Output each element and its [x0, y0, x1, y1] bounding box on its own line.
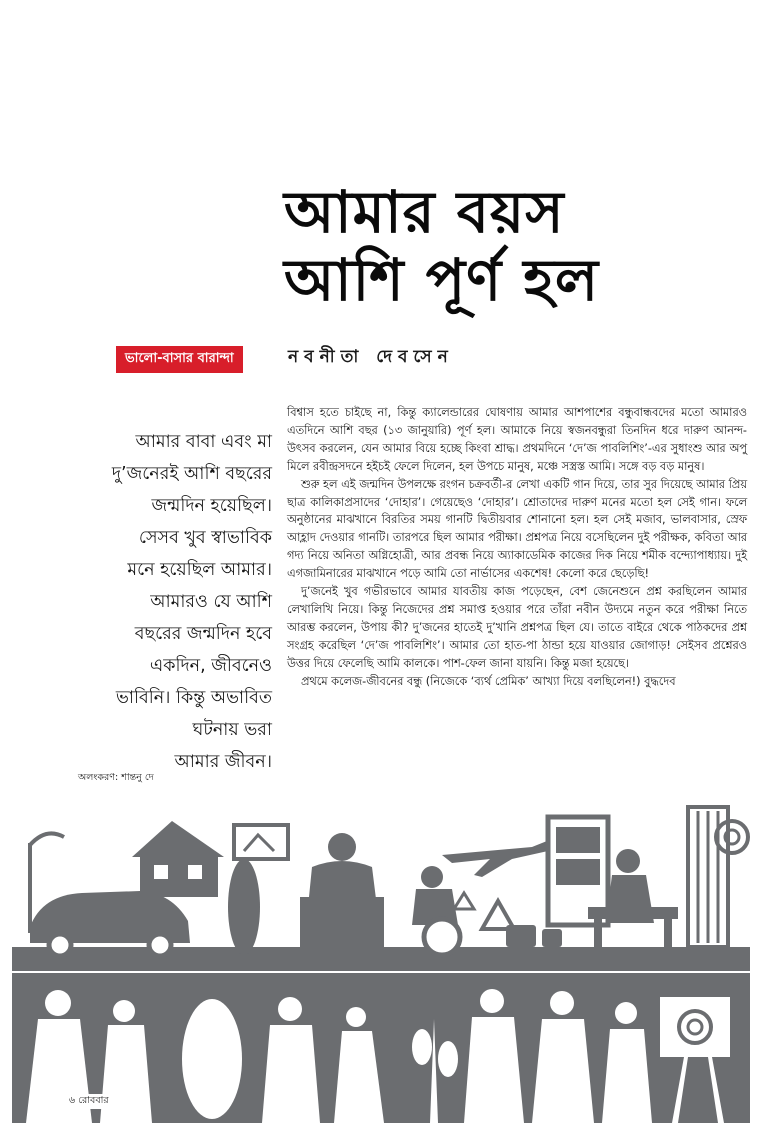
pull-quote-line: মনে হয়েছিল আমার।: [127, 560, 272, 580]
illustration-credit: অলংকরণ: শান্তনু দে: [78, 772, 154, 783]
title-line-2: আশি পূর্ণ হল: [284, 246, 600, 314]
pull-quote-line: একদিন, জীবনেও: [149, 656, 272, 676]
pull-quote-line: ভাবিনি। কিন্তু অভাবিত: [115, 688, 272, 708]
author-byline: নবনীতা দেবসেন: [288, 347, 454, 367]
body-paragraph: প্রথমে কলেজ-জীবনের বন্ধু (নিজেকে ‘ব্যর্থ প্রেমিক’ আখ্যা দিয়ে বলছিলেন!) বুদ্ধদেব: [301, 674, 676, 688]
pull-quote-line: দু’জনেরই আশি বছরের: [111, 464, 272, 484]
title-line-1: আমার বয়স: [284, 178, 565, 246]
body-paragraph: দু’জনেই খুব গভীরভাবে আমার যাবতীয় কাজ পড়েছেন, বেশ জেনেশুনে প্রশ্ন করছিলেন আমার লেখালিখি নিয়ে। কিন্তু নিজেদের প্রশ্ন সমাপ্ত হওয়ার পরে তাঁরা নবীন উদ্যমে নতুন করে পরীক্ষা নিতে আরম্ভ করলেন, উপায় কী? দু’জনের হাতেই দু’খানি প্রশ্নপত্র ছিল যে। তাতে বাইরে থেকে পাঠকদের প্রশ্ন সংগ্রহ করেছিল ‘দে’জ পাবলিশিং’। আমার তো হাত-পা ঠান্ডা হয়ে যাওয়ার জোগাড়! সেইসব প্রশ্নেরও উত্তর দিয়ে ফেলেছি আমি কালকে। পাশ-ফেল জানা যায়নি। কিন্তু মজা হয়েছে।: [287, 585, 747, 670]
pull-quote-line: বছরের জন্মদিন হবে: [134, 624, 272, 644]
article-title: [284, 178, 744, 314]
body-paragraph: বিশ্বাস হতে চাইছে না, কিন্তু ক্যালেন্ডারের ঘোষণায় আমার আশপাশের বন্ধুবান্ধবদের মতো আমারও এতদিনে আশি বছর (১৩ জানুয়ারি) পূর্ণ হল। আমাকে নিয়ে স্বজনবন্ধুরা তিনদিন ধরে দারুণ আনন্দ-উৎসব করলেন, যেন আমার বিয়ে হচ্ছে কিংবা শ্রাদ্ধ। প্রথমদিনে ‘দে’জ পাবলিশিং’-এর সুধাংশু আর অপু মিলে রবীন্দ্রসদনে হইচই ফেলে দিলেন, হল উপচে মানুষ, মঞ্চে সস্ত্রস্ত আমি। সঙ্গে বড় বড় মানুষ।: [287, 406, 747, 473]
page-number: ৬ রোববার: [66, 1094, 112, 1109]
folk-art-illustration: [12, 797, 750, 1123]
pull-quote-line: আমারও যে আশি: [150, 592, 272, 612]
article-body: [287, 404, 747, 691]
column-tag-badge: ভালো-বাসার বারান্দা: [116, 346, 243, 373]
pull-quote: [104, 426, 272, 778]
illustration-drawing: [12, 797, 750, 1123]
pull-quote-line: আমার বাবা এবং মা: [135, 432, 272, 452]
body-paragraph: শুরু হল এই জন্মদিন উপলক্ষে রংগন চক্রবর্তী-র লেখা একটি গান দিয়ে, তার সুর দিয়েছে আমার প্রিয় ছাত্র কালিকাপ্রসাদের ‘দোহার’। গেয়েছেও ‘দোহার’। শ্রোতাদের দারুণ মনের মতো হল সেই গান। ফলে অনুষ্ঠানের মাঝখানে বিরতির সময় গানটি দ্বিতীয়বার শোনানো হল। হল সেই মজাব, ভালবাসার, স্রেফ আহ্লাদ দেওয়ার গানটি। তারপরে ছিল আমার পরীক্ষা। প্রশ্নপত্র নিয়ে বসেছিলেন দুই পরীক্ষক, কবিতা আর গদ্য নিয়ে অনিতা অগ্নিহোত্রী, আর প্রবন্ধ নিয়ে অ্যাকাডেমিক কাজের দিক নিয়ে শমীক বন্দ্যোপাধ্যায়। দুই এগজামিনারের মাঝখানে পড়ে আমি তো নার্ভাসের একশেষ! কেলো করে ছেড়েছি!: [287, 477, 747, 581]
pull-quote-line: সেসব খুব স্বাভাবিক: [138, 528, 272, 548]
pull-quote-line: জন্মদিন হয়েছিল।: [151, 496, 272, 516]
pull-quote-line: আমার জীবন।: [174, 752, 272, 772]
pull-quote-line: ঘটনায় ভরা: [192, 720, 272, 740]
